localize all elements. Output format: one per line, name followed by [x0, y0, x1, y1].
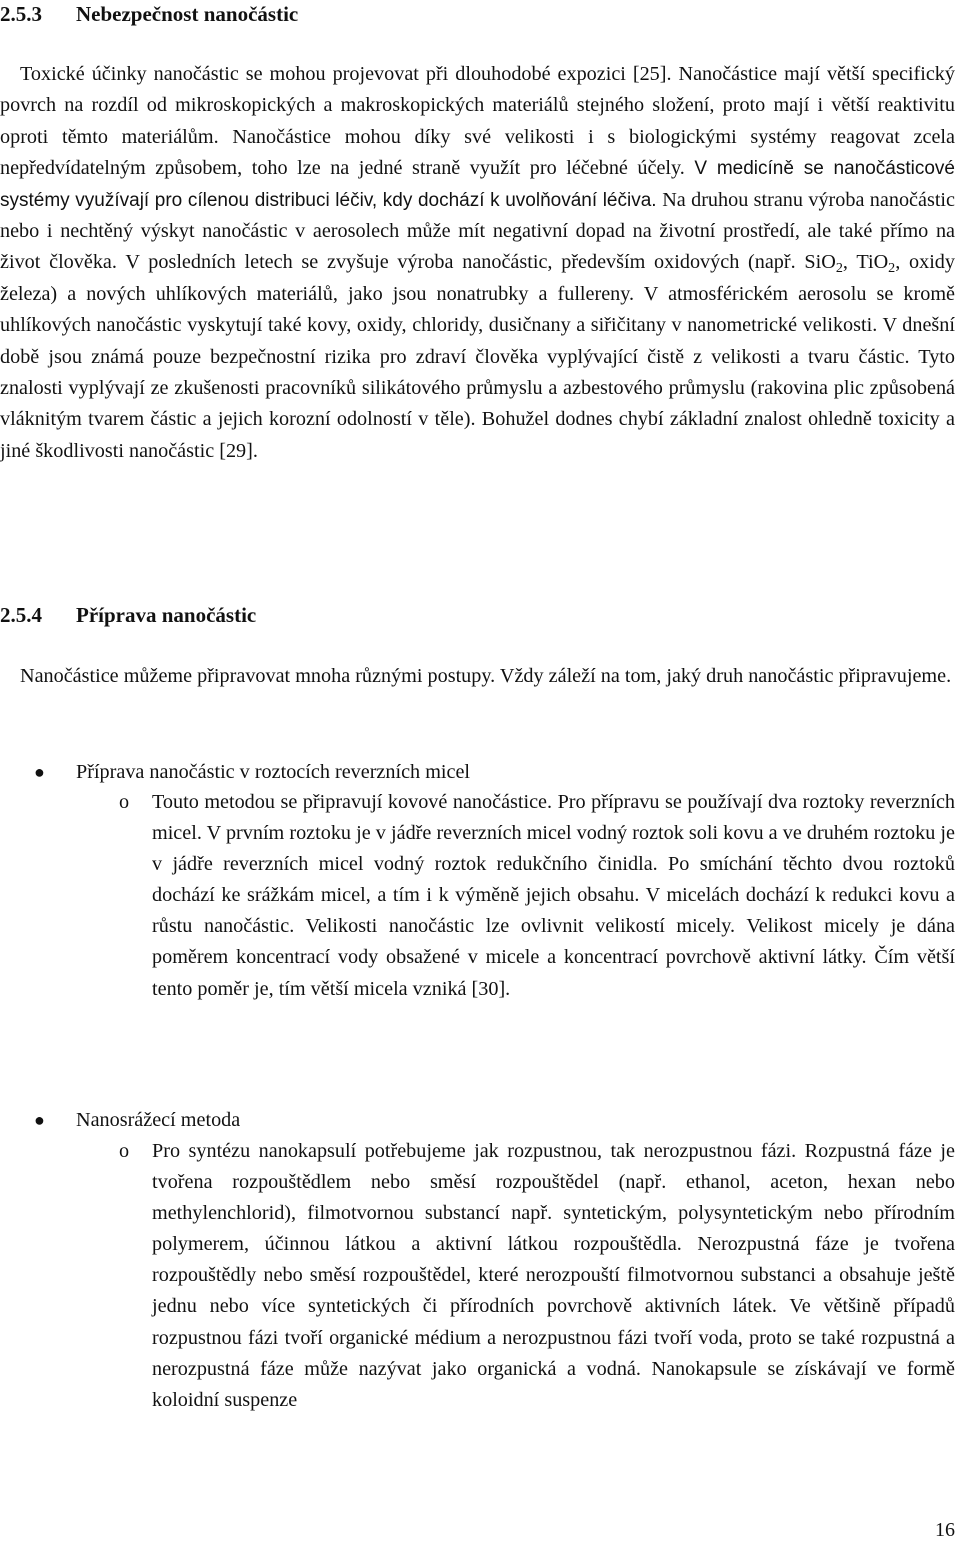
- subscript: 2: [888, 260, 896, 277]
- paragraph-sentence: Toxické účinky nanočástic se mohou projevovat při dlouhodobé expozici [25].: [20, 63, 679, 85]
- section-heading-254: [0, 601, 256, 629]
- bullet-dot: ●: [34, 1110, 45, 1130]
- paragraph-sentence: , oxidy železa) a nových uhlíkových materiálů, jako jsou nonatrubky a fullereny. V atmosférickém aerosolu se kromě uhlíkových nanočástic vyskytují také kovy, oxidy, chloridy, dusičnany a siřičitany v nanometrické velikosti. V dnešní době jsou známá pouze bezpečnostní rizika pro zdraví člověka vyplývající čistě z velikosti a tvaru částic. Tyto znalosti vyplývají ze zkušenosti pracovníků silikátového průmyslu a azbestového průmyslu (rakovina plic způsobená vláknitým tvarem částic a jejich korozní odolností v těle). Bohužel dodnes chybí základní znalost ohledně toxicity a jiné škodlivosti nanočástic [29].: [0, 251, 955, 462]
- paragraph-preparation-intro: [0, 661, 955, 692]
- bullet-dot: ●: [34, 762, 45, 782]
- page-number: 16: [935, 1519, 955, 1541]
- sub-bullet-marker: o: [119, 1140, 130, 1162]
- section-title: Nebezpečnost nanočástic: [76, 2, 299, 26]
- list-item-text: Pro syntézu nanokapsulí potřebujeme jak rozpustnou, tak nerozpustnou fázi. Rozpustná fáze je tvořena rozpouštědlem nebo směsí rozpouštědel (např. ethanol, aceton, hexan nebo methylenchlorid), filmotvornou substancí např. syntetickým, polysyntetickým nebo přírodním polymerem, účinnou látkou a aktivní látkou rozpouštědla. Nerozpustná fáze je tvořena rozpouštědly nebo směsí rozpouštědel, které nerozpouští filmotvornou substanci a obsahuje ještě jednu nebo více syntetických či přírodních povrchově aktivních látek. Ve většině případů rozpustnou fázi tvoří organické médium a nerozpustnou fázi tvoří voda, proto se také rozpustná a nerozpustná fáze může nazývat jako organická a vodná. Nanokapsule se získávají ve formě koloidní suspenze: [152, 1140, 955, 1411]
- paragraph-sentence: Na druhou stranu výroba nanočástic nebo i nechtěný výskyt nanočástic v aerosolech může mít negativní dopad na životní prostředí, ale také přímo na život člověka. V posledních letech se zvyšuje výroba nanočástic, především oxidových (např. SiO: [0, 188, 955, 274]
- paragraph-sentence: V medicíně se nanočásticové systémy využívají pro cílenou distribuci léčiv, kdy dochází k uvolňování léčiva.: [0, 158, 955, 211]
- section-heading-253: [0, 0, 298, 28]
- paragraph-nanoparticle-hazard: [0, 59, 955, 467]
- paragraph-sentence: , TiO: [842, 251, 889, 274]
- section-number: 2.5.3: [0, 2, 42, 26]
- sub-bullet-marker: o: [119, 791, 130, 813]
- subscript: 2: [835, 260, 843, 277]
- paragraph-sentence: Nanočástice mají větší specifický povrch na rozdíl od mikroskopických a makroskopických materiálů stejného složení, proto mají i větší reaktivitu oproti těmto materiálům. Nanočástice mohou díky své velikosti i s biologickými systémy reagovat zcela nepředvídatelným způsobem, toho lze na jedné straně využít pro léčebné účely.: [0, 63, 955, 180]
- paragraph-sentence: Nanočástice můžeme připravovat mnoha různými postupy. Vždy záleží na tom, jaký druh nanočástic připravujeme.: [20, 665, 952, 687]
- list-item-label: Nanosrážecí metoda: [76, 1109, 241, 1131]
- list-item-text: Touto metodou se připravují kovové nanočástice. Pro přípravu se používají dva roztoky reverzních micel. V prvním roztoku je v jádře reverzních micel vodný roztok soli kovu a ve druhém roztoku je v jádře reverzních micel vodný roztok redukčního činidla. Po smíchání těchto dvou roztoků dochází ke srážkám micel, a tím i k výměně jejich obsahu. V micelách dochází k redukci kovu a růstu nanočástic. Velikosti nanočástic lze ovlivnit velikostí micely. Velikost micely je dána poměrem koncentrací vody obsažené v micele a koncentrací povrchově aktivní látky. Čím větší tento poměr je, tím větší micela vzniká [30].: [152, 791, 955, 1000]
- list-item-label: Příprava nanočástic v roztocích reverzních micel: [76, 761, 471, 783]
- section-number: 2.5.4: [0, 603, 42, 627]
- section-title: Příprava nanočástic: [76, 603, 257, 627]
